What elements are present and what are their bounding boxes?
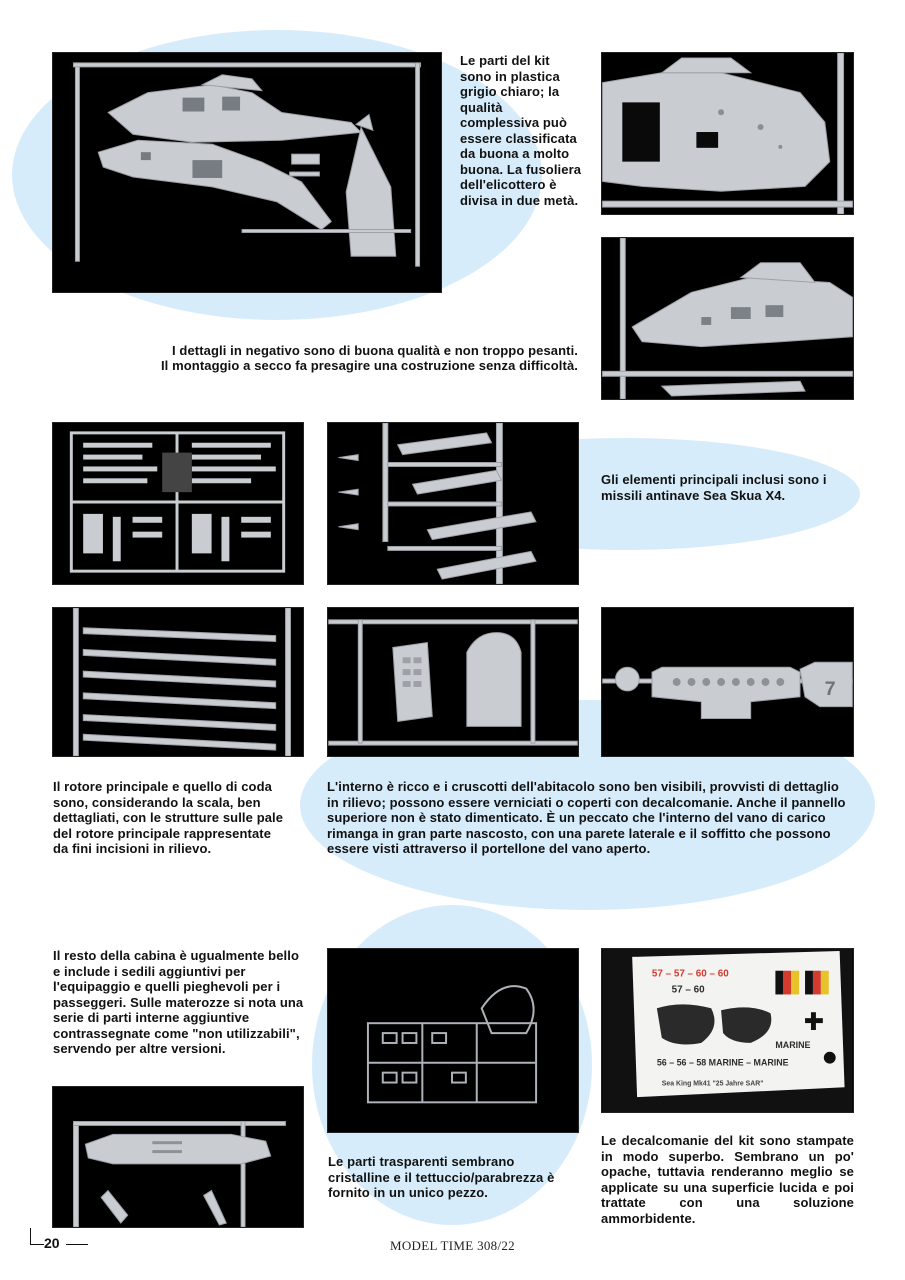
caption-negative-details-line-2: Il montaggio a secco fa presagire una costruzione senza difficoltà.	[160, 358, 578, 373]
caption-interior: L'interno è ricco e i cruscotti dell'abitacolo sono ben visibili, provvisti di dettaglio in rilievo; possono essere verniciati o coperti con decalcomanie. Anche il pannello superiore non è stato dimenticato. È un peccato che l'interno del vano di carico rimanga in gran parte nascosto, con una parete laterale e il soffitto che possono essere visti attraverso il portellone del vano aperto.	[327, 779, 846, 856]
photo-instrument-panel	[601, 607, 854, 757]
decal-marine-label: MARINE	[775, 1039, 811, 1050]
photo-fuselage-detail-bottom	[601, 237, 854, 400]
decal-numbers-row-1: 57 – 57 – 60 – 60	[651, 968, 729, 980]
fuselage-detail-top-image	[602, 53, 853, 214]
photo-clear-parts	[327, 948, 579, 1133]
fuselage-detail-bottom-image	[602, 238, 853, 399]
caption-kit-parts: Le parti del kit sono in plastica grigio chiaro; la qualità complessiva può essere classificata da buona a molto buona. La fusoliera dell'elicottero è divisa in due metà.	[460, 53, 582, 208]
caption-negative-details-line-1: I dettagli in negativo sono di buona qualità e non troppo pesanti.	[172, 343, 578, 358]
photo-decal-sheet	[601, 948, 854, 1113]
rotor-blades-image	[53, 608, 303, 756]
caption-cabin: Il resto della cabina è ugualmente bello e include i sedili aggiuntivi per l'equipaggio e quelli pieghevoli per i passeggeri. Sulle materozze si nota una serie di parti interne aggiuntive contrassegnate come "non utilizzabili", servendo per altre versioni.	[53, 948, 304, 1056]
photo-fuselage-sprue	[52, 1086, 304, 1228]
decal-marine-row: 56 – 56 – 58 MARINE – MARINE	[656, 1057, 789, 1068]
clear-parts-image	[328, 949, 578, 1132]
caption-decals: Le decalcomanie del kit sono stampate in modo superbo. Sembrano un po' opache, tuttavia renderanno meglio se applicate su una superficie lucida e poi trattate con una soluzione ammorbidente.	[601, 1133, 854, 1226]
photo-small-parts-sprue	[52, 422, 304, 585]
journal-name: MODEL TIME 308/22	[390, 1238, 515, 1253]
cockpit-panels-image	[328, 608, 578, 756]
caption-clear-parts: Le parti trasparenti sembrano cristalline e il tettuccio/parabrezza è fornito in un unico pezzo.	[328, 1154, 555, 1200]
part-number-label: 7	[824, 677, 836, 700]
decal-sheet-image	[602, 949, 853, 1112]
fuselage-sprue-image	[53, 1087, 303, 1227]
decal-numbers-row-2: 57 – 60	[671, 984, 705, 996]
decal-kit-title: Sea King Mk41 "25 Jahre SAR"	[661, 1080, 764, 1088]
small-parts-sprue-image	[53, 423, 303, 584]
page-number: 20	[44, 1235, 60, 1251]
instrument-panel-image	[602, 608, 853, 756]
caption-missiles: Gli elementi principali inclusi sono i missili antinave Sea Skua X4.	[601, 472, 827, 503]
fuselage-halves-image	[53, 53, 441, 292]
caption-rotors: Il rotore principale e quello di coda sono, considerando la scala, ben dettagliati, con le strutture sulle pale del rotore principale rappresentate da fini incisioni in rilievo.	[53, 779, 284, 856]
photo-cockpit-panels	[327, 607, 579, 757]
missiles-sprue-image	[328, 423, 578, 584]
photo-rotor-blades	[52, 607, 304, 757]
photo-missiles-sprue	[327, 422, 579, 585]
photo-fuselage-detail-top	[601, 52, 854, 215]
photo-fuselage-halves	[52, 52, 442, 293]
